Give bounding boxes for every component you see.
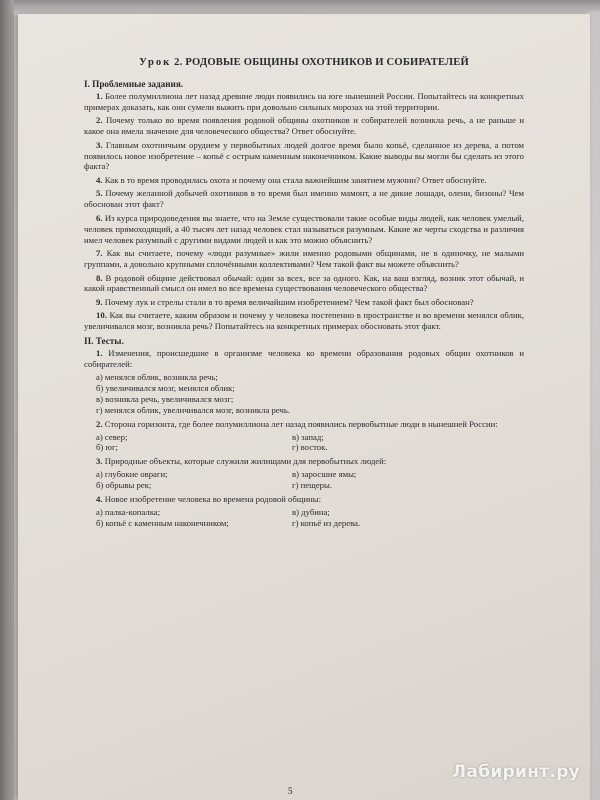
- test-option: г) пещеры.: [292, 480, 333, 491]
- problem-item: [84, 175, 524, 186]
- test-question-text: Изменения, происшедшие в организме человека ко времени образования родовых общин охотников и собирателей:: [84, 348, 525, 370]
- page-content: [84, 58, 524, 532]
- desk-background-left: [0, 0, 14, 800]
- problem-text: Как вы считаете, почему «люди разумные» жили именно родовыми общинами, не в одиночку, не малыми группами, а довольно крупными сплочёнными коллективами? Чем такой факт вы можете объяснить?: [84, 248, 524, 270]
- problem-number: 1.: [96, 90, 103, 101]
- test-item: [84, 419, 524, 454]
- problem-text: Более полумиллиона лет назад древние люди появились на юге нынешней России. Попытайтесь на конкретных примерах доказать, как они сумели выжить при довольно сильных морозах на этой территории.: [84, 90, 524, 112]
- test-question: [84, 456, 524, 467]
- page-number: 5: [288, 786, 293, 796]
- test-option: в) заросшие ямы;: [292, 469, 357, 480]
- problem-item: [84, 140, 524, 173]
- problem-number: 2.: [96, 115, 103, 126]
- test-number: 2.: [96, 418, 103, 429]
- problems-list: [84, 91, 524, 332]
- problem-text: Главным охотничьим орудием у первобытных людей долгое время было копьё, сделанное из дерева, а потом появилось новое изобретение – копьё с острым каменным наконечником. Какие выводы вы могли бы сделать из этого факта?: [84, 139, 524, 172]
- test-number: 1.: [96, 348, 103, 359]
- test-option: б) обрывы рек;: [96, 480, 152, 491]
- problem-item: [84, 310, 524, 332]
- problem-text: В родовой общине действовал обычай: один за всех, все за одного. Как, на ваш взгляд, возник этот обычай, и какой нравственный смысл он имел во все времена существования человеческого общества?: [84, 272, 524, 294]
- problem-item: [84, 188, 524, 210]
- problem-text: Почему желанной добычей охотников в то время был именно мамонт, а не дикие лошади, олени, бизоны? Чем обоснован этот факт?: [84, 188, 525, 210]
- test-option: а) глубокие овраги;: [96, 469, 168, 480]
- test-options: [84, 432, 524, 454]
- problem-number: 6.: [96, 212, 103, 223]
- section-heading-tests: II. Тесты.: [84, 336, 124, 347]
- problem-number: 5.: [96, 188, 103, 199]
- test-options: [84, 507, 524, 529]
- problem-text: Как в то время проводилась охота и почему она стала важнейшим занятием мужчин? Ответ обоснуйте.: [104, 174, 487, 185]
- problem-item: [84, 91, 524, 113]
- lesson-title: [84, 58, 524, 69]
- problem-item: [84, 273, 524, 295]
- test-question-text: Природные объекты, которые служили жилищами для первобытных людей:: [104, 456, 387, 467]
- problem-item: [84, 213, 524, 246]
- problem-text: Из курса природоведения вы знаете, что на Земле существовали такие особые виды людей, как человек умелый, человек прямоходящий, а 40 тысяч лет назад человек стал называться разумным. Какие же черты сходства и различия имел человек разумный с другими видами людей и как это можно объяснить?: [84, 212, 524, 245]
- problem-item: [84, 115, 524, 137]
- test-option: в) возникла речь, увеличивался мозг;: [96, 393, 234, 404]
- test-option: а) палка-копалка;: [96, 506, 161, 517]
- test-number: 4.: [96, 494, 103, 505]
- section-heading-problems: I. Проблемные задания.: [84, 78, 184, 89]
- test-option: б) юг;: [96, 442, 118, 453]
- test-question-text: Новое изобретение человека во времена родовой общины:: [104, 494, 322, 505]
- problem-number: 9.: [96, 296, 103, 307]
- watermark-logo: Лабиринт.ру: [452, 762, 581, 782]
- problem-item: [84, 297, 524, 308]
- book-page: [18, 14, 590, 800]
- test-question: [84, 348, 524, 370]
- test-number: 3.: [96, 456, 103, 467]
- problem-number: 7.: [96, 248, 103, 259]
- test-option: б) увеличивался мозг, менялся облик;: [96, 382, 235, 393]
- test-option: в) дубина;: [292, 506, 330, 517]
- test-question-text: Сторона горизонта, где более полумиллиона лет назад появились первобытные люди в нынешней России:: [104, 418, 498, 429]
- problem-number: 10.: [96, 310, 107, 321]
- test-option: г) копьё из дерева.: [292, 517, 361, 528]
- tests-list: [84, 348, 524, 529]
- problem-text: Почему только во время появления родовой общины охотников и собирателей возникла речь, а не раньше и какое она имела значение для человеческого общества? Ответ обоснуйте.: [84, 115, 525, 137]
- test-item: [84, 456, 524, 491]
- problem-text: Почему лук и стрелы стали в то время величайшим изобретением? Чем такой факт был обоснован?: [104, 296, 474, 307]
- problem-number: 3.: [96, 139, 103, 150]
- test-item: [84, 494, 524, 529]
- test-item: [84, 348, 524, 415]
- test-option: а) север;: [96, 431, 128, 442]
- test-option: а) менялся облик, возникла речь;: [96, 372, 218, 382]
- problem-item: [84, 248, 524, 270]
- test-option: г) восток.: [292, 442, 328, 453]
- test-options: [84, 469, 524, 491]
- lesson-label: Урок: [139, 57, 172, 68]
- test-question: [84, 419, 524, 430]
- test-option: б) копьё с каменным наконечником;: [96, 517, 229, 528]
- test-option: в) запад;: [292, 431, 324, 442]
- problem-number: 8.: [96, 272, 103, 283]
- test-options: [84, 372, 524, 416]
- problem-number: 4.: [96, 174, 103, 185]
- test-option: г) менялся облик, увеличивался мозг, возникла речь.: [96, 404, 290, 415]
- problem-text: Как вы считаете, каким образом и почему у человека постепенно в пространстве и во времени менялся облик, увеличивался мозг, возникла речь? Попытайтесь на конкретных примерах обосновать этот факт.: [84, 310, 525, 332]
- test-question: [84, 494, 524, 505]
- lesson-title-text: 2. РОДОВЫЕ ОБЩИНЫ ОХОТНИКОВ И СОБИРАТЕЛЕЙ: [174, 57, 469, 68]
- desk-background-top: [0, 0, 600, 12]
